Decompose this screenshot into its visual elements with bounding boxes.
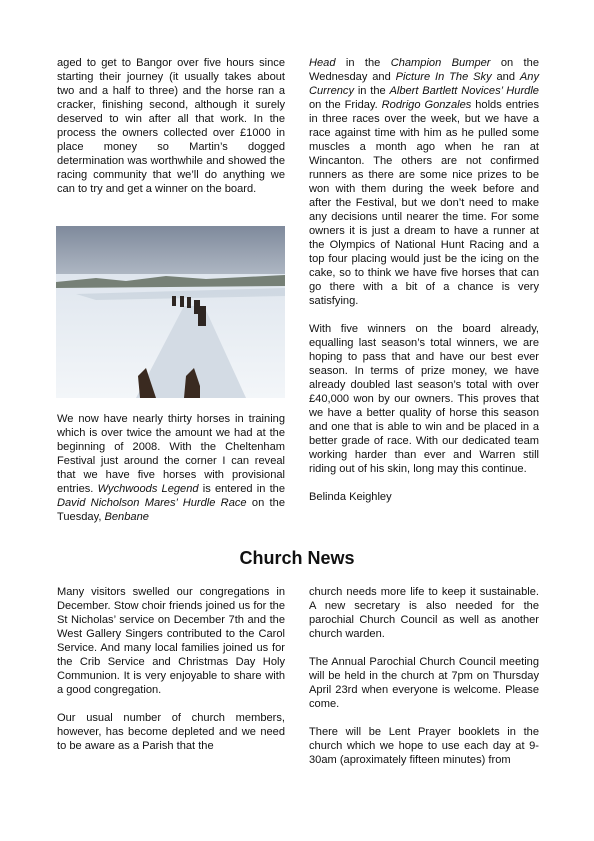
church-column-right bbox=[309, 585, 539, 767]
article-paragraph: With five winners on the board already, equalling last season’s total winners, we are hoping to pass that and have our best ever season. In terms of prize money, we have already doubled last season’s total with over £40,000 won by our owners. This proves that we have a better quality of horse this season and one that is able to win and be placed in a better grade of race. With our dedicated team working harder than ever and Warren still riding out of his skin, long may this continue. bbox=[309, 323, 539, 475]
horse-name: Any Currency bbox=[309, 71, 539, 97]
text-run: We now have nearly thirty horses in training which is over twice the amount we had at the beginning of 2008. With the Cheltenham Festival just around the corner I can reveal that we have five horses with provisional entries. bbox=[57, 413, 285, 495]
church-column-left bbox=[57, 585, 285, 753]
article-paragraph: aged to get to Bangor over five hours since starting their journey (it usually takes about two and a half to three) and the horse ran a cracker, finishing second, although it surely deserved to win after all that work. In the process the owners collected over £1000 in place money so Martin’s dogged determination was worthwhile and showed the racing community that we’ll do anything we can to try and get a winner on the board. bbox=[57, 57, 285, 195]
horse-name: Benbane bbox=[104, 511, 149, 523]
horse-name: Wychwoods Legend bbox=[97, 483, 199, 495]
text-run: in the bbox=[354, 85, 390, 97]
horse-name: Picture In The Sky bbox=[395, 71, 492, 83]
article-column-right bbox=[309, 56, 539, 504]
race-name: David Nicholson Mares’ Hurdle Race bbox=[57, 497, 247, 509]
horse-name: Rodrigo Gonzales bbox=[381, 99, 472, 111]
race-name: Champion Bumper bbox=[390, 57, 491, 69]
text-run: is entered in the bbox=[198, 483, 285, 495]
article-paragraph bbox=[57, 412, 285, 524]
article-column-left-top bbox=[57, 56, 285, 196]
snow-ride-photo bbox=[56, 226, 285, 398]
section-heading: Church News bbox=[239, 548, 355, 568]
horse-name: Head bbox=[309, 57, 336, 69]
text-run: on the Tuesday, bbox=[57, 497, 285, 523]
article-column-left-middle bbox=[57, 412, 285, 524]
text-run: holds entries in three races over the week, but we have a race against time with him as he pulled some muscles a month ago when he ran at Wincanton. The others are not confirmed runners as there are some nice prizes to be won with them during the week before and after the Festival, but we don’t need to make any decisions until nearer the time. For some owners it is just a dream to have a runner at the Olympics of National Hunt Racing and a top four placing would just be the icing on the cake, so to think we have five horses that can go there with a bit of a chance is very satisfying. bbox=[309, 99, 539, 307]
text-run: in the bbox=[335, 57, 391, 69]
text-run: on the Wednesday and bbox=[309, 57, 539, 83]
church-paragraph: church needs more life to keep it sustainable. A new secretary is also needed for the parochial Church Council as well as another church warden. bbox=[309, 586, 539, 640]
article-paragraph bbox=[309, 56, 539, 308]
author-signature: Belinda Keighley bbox=[309, 491, 392, 503]
race-name: Albert Bartlett Novices’ Hurdle bbox=[389, 85, 539, 97]
photo-graphic bbox=[56, 226, 285, 398]
church-paragraph: There will be Lent Prayer booklets in the church which we hope to use each day at 9-30am (aproximately fifteen minutes) from bbox=[309, 726, 539, 766]
text-run: and bbox=[491, 71, 520, 83]
text-run: on the Friday. bbox=[309, 99, 382, 111]
church-paragraph: Our usual number of church members, however, has become depleted and we need to be aware as a Parish that the bbox=[57, 712, 285, 752]
church-paragraph: The Annual Parochial Church Council meeting will be held in the church at 7pm on Thursday April 23rd when everyone is welcome. Please come. bbox=[309, 656, 539, 710]
church-paragraph: Many visitors swelled our congregations in December. Stow choir friends joined us for the St Nicholas’ service on December 7th and the West Gallery Singers contributed to the Carol Service. And many local families joined us for the Crib Service and Christmas Day Holy Communion. It is very enjoyable to share with a good congregation. bbox=[57, 586, 285, 696]
